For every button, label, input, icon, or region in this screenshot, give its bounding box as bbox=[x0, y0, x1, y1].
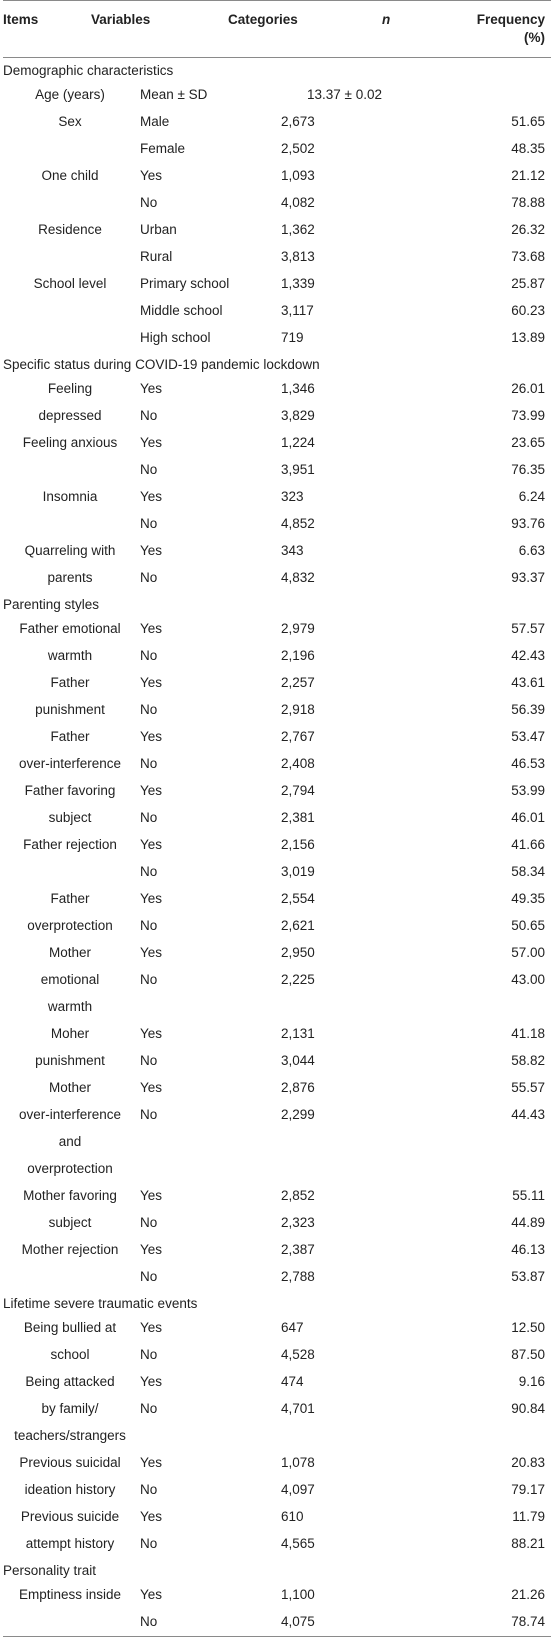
variable-cell: Father rejection bbox=[23, 837, 117, 852]
frequency-cell: 76.35 bbox=[511, 462, 545, 477]
frequency-cell: 25.87 bbox=[511, 276, 545, 291]
table-row bbox=[3, 298, 551, 325]
category-cell: No bbox=[140, 756, 158, 771]
frequency-cell: 9.16 bbox=[518, 1374, 545, 1389]
category-cell: No bbox=[140, 1482, 158, 1497]
n-cell: 4,852 bbox=[281, 516, 315, 531]
category-cell: Yes bbox=[140, 1320, 163, 1335]
variable-cell: Emptiness inside bbox=[18, 1587, 122, 1602]
variable-cell: and bbox=[58, 1134, 82, 1149]
table-row bbox=[3, 484, 551, 511]
table-row bbox=[3, 1582, 551, 1609]
category-cell: Yes bbox=[140, 729, 163, 744]
variable-cell: parents bbox=[47, 570, 93, 585]
category-cell: No bbox=[140, 1347, 158, 1362]
table-row bbox=[3, 403, 551, 430]
table-row bbox=[3, 1048, 551, 1075]
n-cell: 4,701 bbox=[281, 1401, 315, 1416]
variable-cell: Insomnia bbox=[42, 489, 98, 504]
section-title: Demographic characteristics bbox=[3, 63, 174, 78]
section-row bbox=[3, 58, 551, 82]
n-cell: 3,117 bbox=[281, 303, 314, 318]
frequency-cell: 41.66 bbox=[511, 837, 545, 852]
table-row bbox=[3, 244, 551, 271]
n-cell: 4,082 bbox=[281, 195, 315, 210]
frequency-cell: 26.01 bbox=[511, 381, 545, 396]
frequency-cell: 6.24 bbox=[518, 489, 545, 504]
n-cell: 2,918 bbox=[281, 702, 315, 717]
category-cell: No bbox=[140, 195, 158, 210]
category-cell: No bbox=[140, 702, 158, 717]
n-cell: 2,257 bbox=[281, 675, 315, 690]
frequency-cell: 44.89 bbox=[511, 1215, 545, 1230]
section-row bbox=[3, 1558, 551, 1582]
table-row bbox=[3, 913, 551, 940]
frequency-cell: 21.26 bbox=[511, 1587, 545, 1602]
frequency-cell: 26.32 bbox=[511, 222, 545, 237]
n-cell: 2,156 bbox=[281, 837, 315, 852]
table-row bbox=[3, 1102, 551, 1129]
category-cell: Mean ± SD bbox=[140, 87, 208, 102]
table-row bbox=[3, 1369, 551, 1396]
variable-cell: overprotection bbox=[27, 1161, 113, 1176]
category-cell: Yes bbox=[140, 1455, 163, 1470]
n-cell: 2,950 bbox=[281, 945, 315, 960]
table-row bbox=[3, 217, 551, 244]
n-cell bbox=[277, 1129, 414, 1156]
data-table bbox=[3, 58, 551, 1636]
table-row bbox=[3, 163, 551, 190]
variable-cell: Father bbox=[50, 675, 90, 690]
n-cell: 610 bbox=[281, 1509, 304, 1524]
n-cell: 323 bbox=[281, 489, 304, 504]
table-row bbox=[3, 940, 551, 967]
table-row bbox=[3, 1129, 551, 1156]
table-row bbox=[3, 271, 551, 298]
variable-cell: Father bbox=[50, 891, 90, 906]
n-cell: 4,528 bbox=[281, 1347, 315, 1362]
table-container bbox=[3, 0, 551, 1637]
n-cell: 2,502 bbox=[281, 141, 315, 156]
table-row bbox=[3, 109, 551, 136]
n-cell: 2,387 bbox=[281, 1242, 315, 1257]
frequency-cell: 49.35 bbox=[511, 891, 545, 906]
frequency-cell: 55.11 bbox=[512, 1188, 545, 1203]
frequency-cell: 44.43 bbox=[511, 1107, 545, 1122]
table-row bbox=[3, 1183, 551, 1210]
n-cell: 3,829 bbox=[281, 408, 315, 423]
variable-cell: warmth bbox=[47, 999, 93, 1014]
category-cell: Yes bbox=[140, 1188, 163, 1203]
table-row bbox=[3, 136, 551, 163]
variable-cell: attempt history bbox=[25, 1536, 115, 1551]
variable-cell: Being bullied at bbox=[23, 1320, 117, 1335]
frequency-cell: 20.83 bbox=[511, 1455, 545, 1470]
variable-cell: Feeling bbox=[47, 381, 93, 396]
frequency-cell: 6.63 bbox=[518, 543, 545, 558]
n-cell: 1,224 bbox=[281, 435, 315, 450]
n-cell: 1,362 bbox=[281, 222, 315, 237]
variable-cell: Residence bbox=[38, 222, 102, 237]
frequency-cell bbox=[414, 1129, 551, 1156]
n-cell: 2,196 bbox=[281, 648, 315, 663]
frequency-cell: 93.37 bbox=[511, 570, 545, 585]
category-cell: Yes bbox=[140, 381, 163, 396]
section-title: Personality trait bbox=[3, 1563, 97, 1578]
frequency-cell: 48.35 bbox=[511, 141, 545, 156]
category-cell: No bbox=[140, 810, 158, 825]
mean-sd-cell: 13.37 ± 0.02 bbox=[307, 87, 382, 102]
category-cell: Yes bbox=[140, 168, 163, 183]
category-cell: Yes bbox=[140, 1509, 163, 1524]
category-cell: Yes bbox=[140, 837, 163, 852]
variable-cell: Quarreling with bbox=[24, 543, 116, 558]
frequency-cell bbox=[414, 1423, 551, 1450]
variable-cell: Being attacked bbox=[25, 1374, 115, 1389]
category-cell: Yes bbox=[140, 783, 163, 798]
variable-cell: One child bbox=[41, 168, 99, 183]
n-cell: 3,044 bbox=[281, 1053, 315, 1068]
category-cell: No bbox=[140, 1269, 158, 1284]
header-variables: Variables bbox=[91, 12, 151, 27]
n-cell: 2,621 bbox=[281, 918, 315, 933]
table-row bbox=[3, 643, 551, 670]
variable-cell: punishment bbox=[35, 1053, 105, 1068]
frequency-cell: 78.74 bbox=[511, 1614, 545, 1629]
category-cell: No bbox=[140, 864, 158, 879]
variable-cell: emotional bbox=[40, 972, 100, 987]
frequency-cell: 46.53 bbox=[511, 756, 545, 771]
category-cell: High school bbox=[140, 330, 211, 345]
category-cell: No bbox=[140, 1401, 158, 1416]
table-row bbox=[3, 82, 551, 109]
n-cell: 1,093 bbox=[281, 168, 315, 183]
variable-cell: Previous suicide bbox=[20, 1509, 120, 1524]
category-cell: Yes bbox=[140, 891, 163, 906]
category-cell bbox=[140, 994, 277, 1021]
table-row bbox=[3, 1477, 551, 1504]
section-title: Parenting styles bbox=[3, 597, 100, 612]
variable-cell: Previous suicidal bbox=[19, 1455, 121, 1470]
n-cell: 343 bbox=[281, 543, 304, 558]
section-row bbox=[3, 592, 551, 616]
table-row bbox=[3, 190, 551, 217]
variable-cell: subject bbox=[48, 810, 92, 825]
category-cell: No bbox=[140, 1614, 158, 1629]
table-row bbox=[3, 565, 551, 592]
header-frequency-label bbox=[477, 12, 545, 45]
frequency-cell bbox=[414, 994, 551, 1021]
table-row bbox=[3, 511, 551, 538]
variable-cell: depressed bbox=[38, 408, 102, 423]
variable-cell bbox=[3, 136, 140, 163]
n-cell: 2,408 bbox=[281, 756, 315, 771]
category-cell: No bbox=[140, 408, 158, 423]
n-cell: 2,299 bbox=[281, 1107, 315, 1122]
frequency-cell: 13.89 bbox=[511, 330, 545, 345]
frequency-cell: 12.50 bbox=[511, 1320, 545, 1335]
table-row bbox=[3, 457, 551, 484]
n-cell: 2,131 bbox=[281, 1026, 315, 1041]
variable-cell: Mother bbox=[48, 945, 92, 960]
category-cell: Middle school bbox=[140, 303, 223, 318]
frequency-cell: 56.39 bbox=[511, 702, 545, 717]
table-row bbox=[3, 1075, 551, 1102]
table-body bbox=[3, 58, 551, 1636]
n-cell: 3,019 bbox=[281, 864, 315, 879]
category-cell bbox=[140, 1129, 277, 1156]
category-cell: Yes bbox=[140, 945, 163, 960]
frequency-cell: 46.01 bbox=[511, 810, 545, 825]
n-cell: 2,323 bbox=[281, 1215, 315, 1230]
n-cell: 647 bbox=[281, 1320, 304, 1335]
variable-cell: school bbox=[50, 1347, 90, 1362]
category-cell: Yes bbox=[140, 489, 163, 504]
section-title: Lifetime severe traumatic events bbox=[3, 1296, 198, 1311]
variable-cell: School level bbox=[33, 276, 107, 291]
table-row bbox=[3, 1315, 551, 1342]
category-cell: No bbox=[140, 972, 158, 987]
frequency-cell: 78.88 bbox=[511, 195, 545, 210]
category-cell: No bbox=[140, 570, 158, 585]
table-row bbox=[3, 430, 551, 457]
variable-cell bbox=[3, 859, 140, 886]
variable-cell: punishment bbox=[35, 702, 105, 717]
category-cell: No bbox=[140, 648, 158, 663]
variable-cell bbox=[3, 1609, 140, 1636]
section-row bbox=[3, 352, 551, 376]
category-cell: Male bbox=[140, 114, 170, 129]
variable-cell: Moher bbox=[50, 1026, 90, 1041]
frequency-cell: 73.99 bbox=[511, 408, 545, 423]
variable-cell: Father emotional bbox=[19, 621, 121, 636]
table-row bbox=[3, 724, 551, 751]
variable-cell bbox=[3, 511, 140, 538]
frequency-cell: 43.61 bbox=[511, 675, 545, 690]
frequency-cell: 11.79 bbox=[512, 1509, 545, 1524]
n-cell: 2,554 bbox=[281, 891, 315, 906]
table-row bbox=[3, 325, 551, 352]
variable-cell: Mother rejection bbox=[21, 1242, 119, 1257]
category-cell: Yes bbox=[140, 543, 163, 558]
frequency-cell: 73.68 bbox=[511, 249, 545, 264]
table-row bbox=[3, 1504, 551, 1531]
category-cell: No bbox=[140, 1053, 158, 1068]
table-row bbox=[3, 967, 551, 994]
frequency-cell: 57.00 bbox=[511, 945, 545, 960]
frequency-cell: 43.00 bbox=[511, 972, 545, 987]
table-row bbox=[3, 805, 551, 832]
n-cell: 4,097 bbox=[281, 1482, 315, 1497]
variable-cell: over-interference bbox=[18, 1107, 122, 1122]
n-cell: 2,381 bbox=[281, 810, 315, 825]
variable-cell: Father favoring bbox=[24, 783, 116, 798]
category-cell: Yes bbox=[140, 435, 163, 450]
n-cell: 4,565 bbox=[281, 1536, 315, 1551]
frequency-cell: 23.65 bbox=[511, 435, 545, 450]
variable-cell bbox=[3, 457, 140, 484]
n-cell: 719 bbox=[281, 330, 304, 345]
n-cell: 2,852 bbox=[281, 1188, 315, 1203]
header-frequency-line: (%) bbox=[524, 30, 545, 45]
category-cell: No bbox=[140, 918, 158, 933]
category-cell: Yes bbox=[140, 1026, 163, 1041]
frequency-cell: 57.57 bbox=[511, 621, 545, 636]
category-cell: No bbox=[140, 1107, 158, 1122]
frequency-cell: 88.21 bbox=[511, 1536, 545, 1551]
frequency-cell: 53.87 bbox=[511, 1269, 545, 1284]
n-cell bbox=[277, 994, 414, 1021]
variable-cell bbox=[3, 325, 140, 352]
frequency-cell: 60.23 bbox=[511, 303, 545, 318]
header-items: Items bbox=[3, 12, 39, 27]
category-cell: Yes bbox=[140, 1080, 163, 1095]
section-title: Specific status during COVID-19 pandemic lockdown bbox=[3, 357, 320, 372]
variable-cell: overprotection bbox=[27, 918, 113, 933]
table-row bbox=[3, 1210, 551, 1237]
section-row bbox=[3, 1291, 551, 1315]
table-row bbox=[3, 994, 551, 1021]
table-row bbox=[3, 832, 551, 859]
n-cell: 2,225 bbox=[281, 972, 315, 987]
table-row bbox=[3, 670, 551, 697]
category-cell: Yes bbox=[140, 675, 163, 690]
table-row bbox=[3, 697, 551, 724]
n-cell bbox=[277, 1156, 414, 1183]
table-row bbox=[3, 1237, 551, 1264]
n-cell: 4,075 bbox=[281, 1614, 315, 1629]
header-frequency bbox=[477, 11, 545, 47]
n-cell: 1,100 bbox=[281, 1587, 315, 1602]
header-categories: Categories bbox=[228, 12, 298, 27]
header-n: n bbox=[382, 12, 391, 27]
n-cell: 1,078 bbox=[281, 1455, 315, 1470]
table-row bbox=[3, 376, 551, 403]
variable-cell: Mother favoring bbox=[23, 1188, 117, 1203]
variable-cell: Father bbox=[50, 729, 90, 744]
frequency-cell: 50.65 bbox=[511, 918, 545, 933]
n-cell: 2,673 bbox=[281, 114, 315, 129]
frequency-cell bbox=[414, 1156, 551, 1183]
table-row bbox=[3, 859, 551, 886]
table-row bbox=[3, 886, 551, 913]
n-cell: 2,794 bbox=[281, 783, 315, 798]
variable-cell: teachers/strangers bbox=[14, 1428, 126, 1443]
table-row bbox=[3, 1396, 551, 1423]
category-cell: Yes bbox=[140, 1587, 163, 1602]
variable-cell: subject bbox=[48, 1215, 92, 1230]
category-cell: Yes bbox=[140, 1242, 163, 1257]
category-cell: Urban bbox=[140, 222, 177, 237]
n-cell: 1,339 bbox=[281, 276, 315, 291]
table-row bbox=[3, 1021, 551, 1048]
category-cell bbox=[140, 1423, 277, 1450]
n-cell: 2,876 bbox=[281, 1080, 315, 1095]
category-cell: No bbox=[140, 462, 158, 477]
n-cell: 1,346 bbox=[281, 381, 315, 396]
variable-cell: ideation history bbox=[24, 1482, 116, 1497]
frequency-cell: 58.34 bbox=[511, 864, 545, 879]
frequency-cell: 87.50 bbox=[511, 1347, 545, 1362]
n-cell bbox=[277, 1423, 414, 1450]
category-cell: No bbox=[140, 516, 158, 531]
n-cell: 2,788 bbox=[281, 1269, 315, 1284]
header-frequency-line: Frequency bbox=[476, 12, 545, 27]
n-cell: 474 bbox=[281, 1374, 304, 1389]
variable-cell: Feeling anxious bbox=[22, 435, 118, 450]
category-cell: Yes bbox=[140, 621, 163, 636]
n-cell: 2,979 bbox=[281, 621, 315, 636]
variable-cell bbox=[3, 1264, 140, 1291]
n-cell: 3,951 bbox=[281, 462, 315, 477]
variable-cell: Age (years) bbox=[35, 87, 105, 102]
table-row bbox=[3, 1609, 551, 1636]
variable-cell bbox=[3, 244, 140, 271]
table-row bbox=[3, 1156, 551, 1183]
table-row bbox=[3, 751, 551, 778]
frequency-cell: 79.17 bbox=[511, 1482, 545, 1497]
category-cell: No bbox=[140, 1536, 158, 1551]
table-row bbox=[3, 1342, 551, 1369]
frequency-cell: 55.57 bbox=[511, 1080, 545, 1095]
table-row bbox=[3, 1450, 551, 1477]
frequency-cell: 90.84 bbox=[511, 1401, 545, 1416]
variable-cell: by family/ bbox=[41, 1401, 99, 1416]
category-cell: Yes bbox=[140, 1374, 163, 1389]
variable-cell: over-interference bbox=[18, 756, 122, 771]
table-row bbox=[3, 538, 551, 565]
table-row bbox=[3, 1264, 551, 1291]
frequency-cell: 41.18 bbox=[511, 1026, 545, 1041]
category-cell bbox=[140, 1156, 277, 1183]
table-row bbox=[3, 616, 551, 643]
frequency-cell: 58.82 bbox=[511, 1053, 545, 1068]
category-cell: Female bbox=[140, 141, 186, 156]
frequency-cell: 51.65 bbox=[511, 114, 545, 129]
variable-cell: Mother bbox=[48, 1080, 92, 1095]
variable-cell: Sex bbox=[58, 114, 82, 129]
table-header bbox=[3, 1, 551, 57]
variable-cell bbox=[3, 298, 140, 325]
table-row bbox=[3, 1423, 551, 1450]
frequency-cell: 53.99 bbox=[511, 783, 545, 798]
frequency-cell: 53.47 bbox=[511, 729, 545, 744]
category-cell: Rural bbox=[140, 249, 173, 264]
variable-cell bbox=[3, 190, 140, 217]
category-cell: No bbox=[140, 1215, 158, 1230]
table-row bbox=[3, 778, 551, 805]
table-row bbox=[3, 1531, 551, 1558]
frequency-cell: 42.43 bbox=[511, 648, 545, 663]
frequency-cell: 46.13 bbox=[511, 1242, 545, 1257]
n-cell: 4,832 bbox=[281, 570, 315, 585]
category-cell: Primary school bbox=[140, 276, 230, 291]
frequency-cell: 93.76 bbox=[511, 516, 545, 531]
frequency-cell: 21.12 bbox=[511, 168, 545, 183]
n-cell: 2,767 bbox=[281, 729, 315, 744]
variable-cell: warmth bbox=[47, 648, 93, 663]
n-cell: 3,813 bbox=[281, 249, 315, 264]
